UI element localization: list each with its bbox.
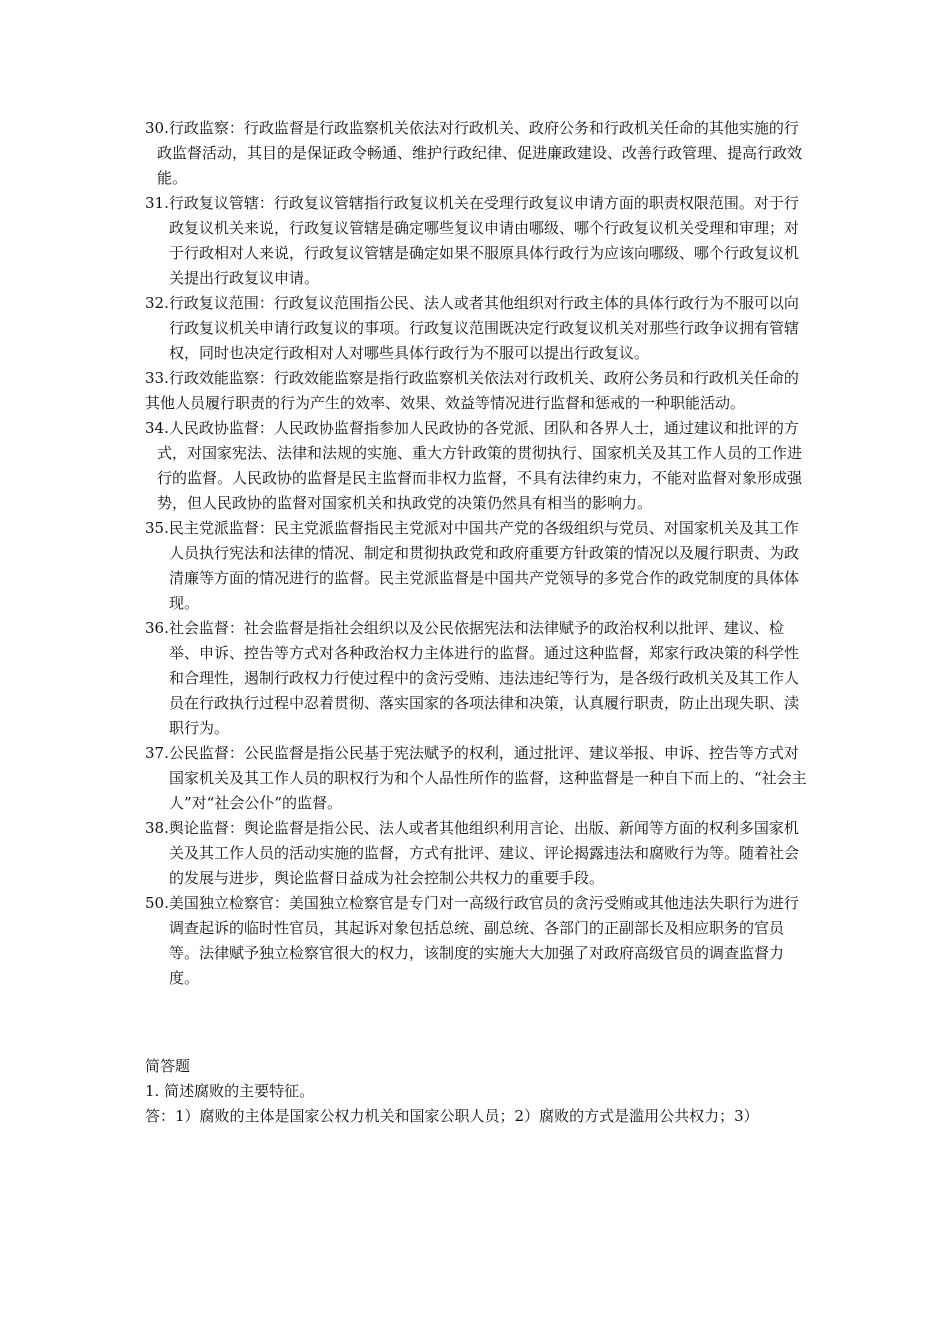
- entry-text: 美国独立检察官：美国独立检察官是专门对一高级行政官员的贪污受贿或其他违法失职行为进行调查起诉的临时性官员，其起诉对象包括总统、副总统、各部门的正副部长及相应职务的官员等。法律赋予独立检察官很大的权力，该制度的实施大大加强了对政府高级官员的调查监督力度。: [168, 894, 799, 987]
- definition-entry-33: [145, 366, 810, 416]
- definition-entry-30: [145, 116, 810, 191]
- definition-entry-34: [145, 416, 810, 516]
- entry-text: 行政复议范围：行政复议范围指公民、法人或者其他组织对行政主体的具体行政行为不服可以向行政复议机关申请行政复议的事项。行政复议范围既决定行政复议机关对那些行政争议拥有管辖权，同时也决定行政相对人对哪些具体行政行为不服可以提出行政复议。: [168, 294, 800, 362]
- entry-number: 38.: [145, 819, 169, 837]
- question-1: 1. 简述腐败的主要特征。: [145, 1082, 315, 1100]
- definition-entry-38: [145, 816, 810, 891]
- entry-text: 行政效能监察：行政效能监察是指行政监察机关依法对行政机关、政府公务员和行政机关任命的其他人员履行职责的行为产生的效率、效果、效益等情况进行监督和惩戒的一种职能活动。: [145, 369, 799, 412]
- entry-text: 社会监督：社会监督是指社会组织以及公民依据宪法和法律赋予的政治权利以批评、建议、检举、申诉、控告等方式对各种政治权力主体进行的监督。通过这种监督，郑家行政决策的科学性和合理性，遏制行政权力行使过程中的贪污受贿、违法违纪等行为，是各级行政机关及其工作人员在行政执行过程中忍着贯彻、落实国家的各项法律和决策，认真履行职责，防止出现失职、渎职行为。: [168, 619, 800, 737]
- entry-text: 行政复议管辖：行政复议管辖指行政复议机关在受理行政复议申请方面的职责权限范围。对于行政复议机关来说，行政复议管辖是确定哪些复议申请由哪级、哪个行政复议机关受理和审理；对于行政相对人来说，行政复议管辖是确定如果不服原具体行政行为应该向哪级、哪个行政复议机关提出行政复议申请。: [168, 194, 800, 287]
- entry-text: 行政监察：行政监督是行政监察机关依法对行政机关、政府公务和行政机关任命的其他实施的行政监督活动，其目的是保证政令畅通、维护行政纪律、促进廉政建设、改善行政管理、提高行政效能。: [157, 119, 803, 187]
- entry-text: 舆论监督：舆论监督是指公民、法人或者其他组织利用言论、出版、新闻等方面的权利多国家机关及其工作人员的活动实施的监督，方式有批评、建议、评论揭露违法和腐败行为等。随着社会的发展与进步，舆论监督日益成为社会控制公共权力的重要手段。: [168, 819, 800, 887]
- entry-number: 50.: [145, 894, 169, 912]
- definition-entry-36: [145, 616, 810, 741]
- entry-number: 31.: [145, 194, 169, 212]
- entry-text: 人民政协监督：人民政协监督指参加人民政协的各党派、团队和各界人士，通过建议和批评的方式，对国家宪法、法律和法规的实施、重大方针政策的贯彻执行、国家机关及其工作人员的工作进行的监督。人民政协的监督是民主监督而非权力监督，不具有法律约束力，不能对监督对象形成强势，但人民政协的监督对国家机关和执政党的决策仍然具有相当的影响力。: [157, 419, 803, 512]
- entry-text: 公民监督：公民监督是指公民基于宪法赋予的权利，通过批评、建议举报、申诉、控告等方式对国家机关及其工作人员的职权行为和个人品性所作的监督，这种监督是一种自下而上的、“社会主人”对“社会公仆”的监督。: [168, 744, 807, 812]
- answer-1: 答：1）腐败的主体是国家公权力机关和国家公职人员；2）腐败的方式是滥用公共权力；3）: [145, 1107, 759, 1125]
- document-page: [145, 116, 810, 1129]
- definition-entry-32: [145, 291, 810, 366]
- definition-entry-35: [145, 516, 810, 616]
- section-title: 简答题: [145, 1057, 191, 1075]
- definition-entry-50: [145, 891, 810, 991]
- definition-entry-37: [145, 741, 810, 816]
- section-spacer: [145, 991, 810, 1054]
- entry-number: 36.: [145, 619, 169, 637]
- entry-number: 32.: [145, 294, 169, 312]
- definition-entry-31: [145, 191, 810, 291]
- entry-text: 民主党派监督：民主党派监督指民主党派对中国共产党的各级组织与党员、对国家机关及其工作人员执行宪法和法律的情况、制定和贯彻执政党和政府重要方针政策的情况以及履行职责、为政清廉等方面的情况进行的监督。民主党派监督是中国共产党领导的多党合作的政党制度的具体体现。: [168, 519, 800, 612]
- entry-number: 35.: [145, 519, 169, 537]
- entry-number: 30.: [145, 119, 169, 137]
- entry-number: 34.: [145, 419, 169, 437]
- entry-number: 37.: [145, 744, 169, 762]
- entry-number: 33.: [145, 369, 169, 387]
